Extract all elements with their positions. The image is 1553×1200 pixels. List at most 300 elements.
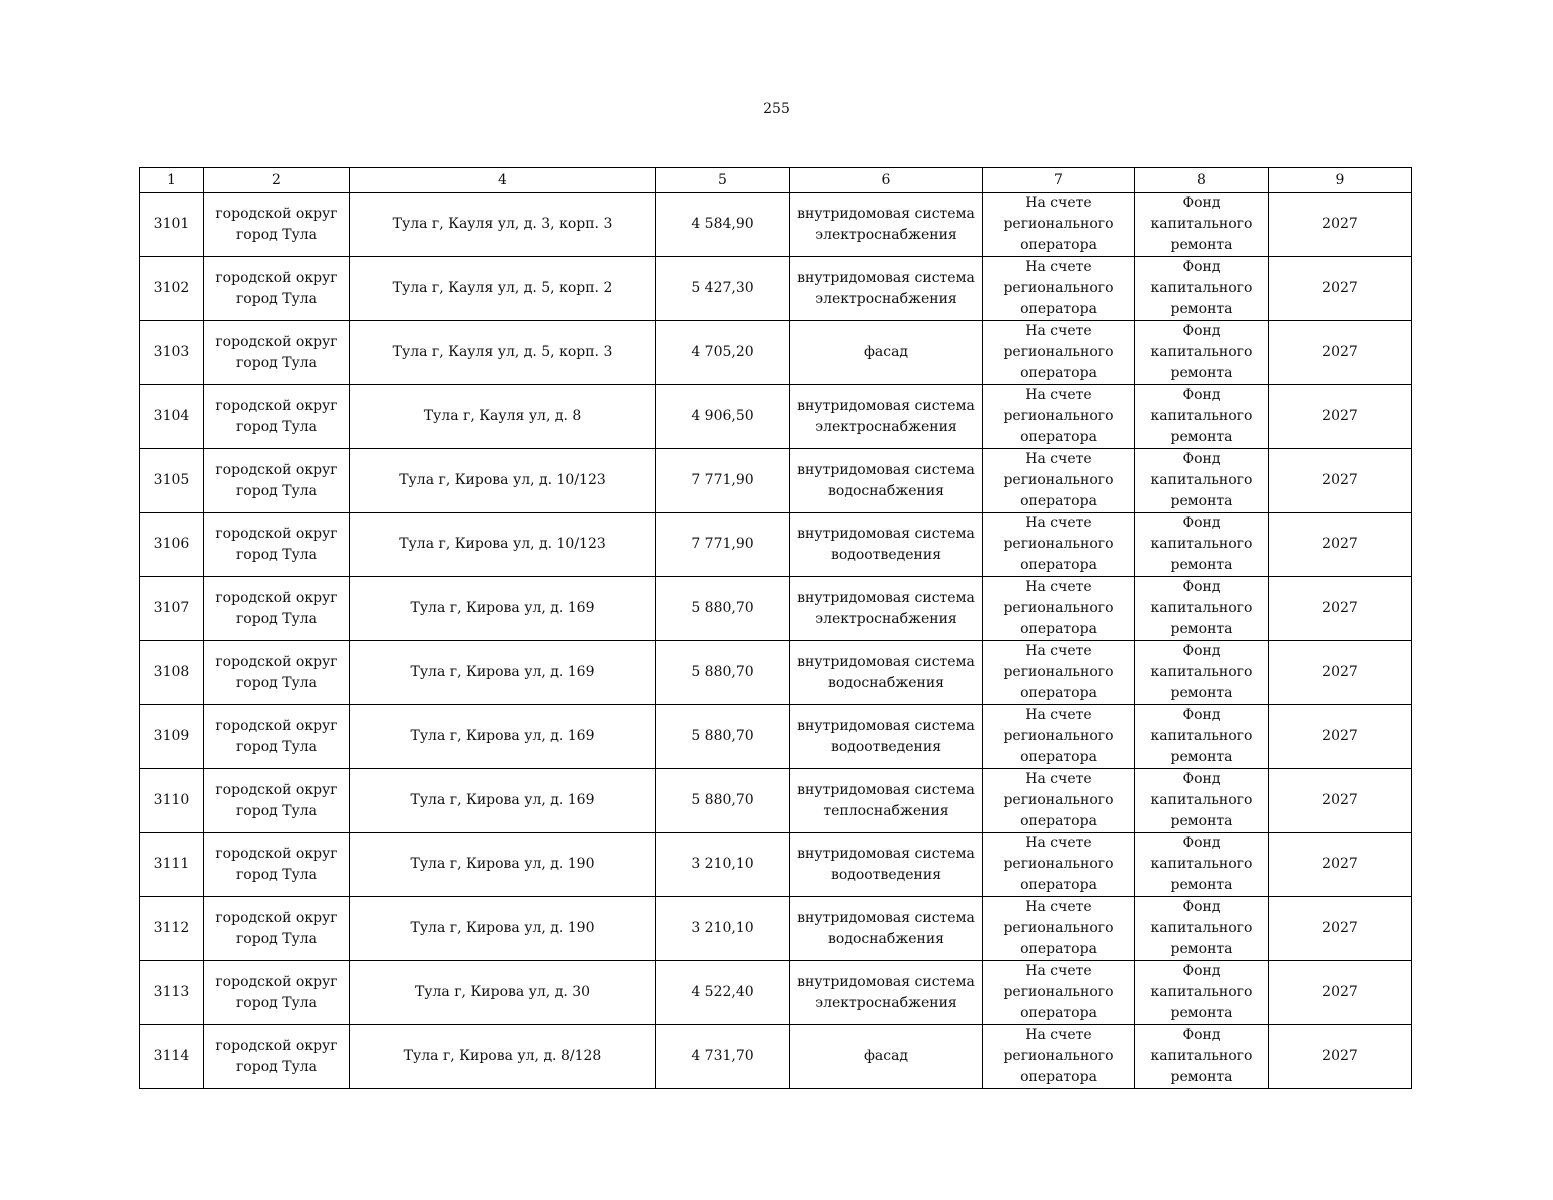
row-number-cell-text: 3104 bbox=[153, 408, 190, 424]
funding-method-cell bbox=[983, 769, 1135, 833]
year-cell bbox=[1269, 321, 1412, 385]
address-cell-text: Тула г, Кирова ул, д. 10/123 bbox=[399, 472, 606, 488]
table-row bbox=[140, 897, 1412, 961]
funding-method-cell-text: На счете bbox=[1025, 451, 1092, 467]
funding-source-cell-text: ремонта bbox=[1170, 557, 1233, 573]
year-cell bbox=[1269, 641, 1412, 705]
municipality-cell-text: городской округ bbox=[215, 589, 338, 606]
funding-method-cell-text: регионального bbox=[1003, 344, 1114, 360]
funding-method-cell bbox=[983, 513, 1135, 577]
year-cell bbox=[1269, 961, 1412, 1025]
address-cell-text: Тула г, Кирова ул, д. 10/123 bbox=[399, 536, 606, 552]
address-cell-text: Тула г, Кауля ул, д. 8 bbox=[423, 408, 582, 424]
area-cell-text: 7 771,90 bbox=[691, 472, 754, 488]
area-cell-text: 5 880,70 bbox=[691, 664, 754, 680]
year-cell-text: 2027 bbox=[1322, 600, 1358, 616]
year-cell-text: 2027 bbox=[1322, 536, 1358, 552]
year-cell-text: 2027 bbox=[1322, 792, 1358, 808]
funding-method-cell-text: На счете bbox=[1025, 1027, 1092, 1043]
municipality-cell bbox=[204, 193, 350, 257]
funding-source-cell-text: капитального bbox=[1150, 472, 1253, 488]
address-cell bbox=[350, 897, 656, 961]
address-cell bbox=[350, 641, 656, 705]
year-cell-text: 2027 bbox=[1322, 728, 1358, 744]
table-body bbox=[140, 168, 1412, 1089]
address-cell-text: Тула г, Кирова ул, д. 169 bbox=[410, 728, 595, 744]
funding-source-cell-text: капитального bbox=[1150, 728, 1253, 744]
funding-source-cell-text: ремонта bbox=[1170, 365, 1233, 381]
funding-source-cell bbox=[1135, 449, 1269, 513]
funding-source-cell-text: капитального bbox=[1150, 984, 1253, 1000]
funding-source-cell bbox=[1135, 641, 1269, 705]
row-number-cell-text: 3107 bbox=[153, 600, 190, 616]
funding-method-cell bbox=[983, 641, 1135, 705]
funding-method-cell-text: регионального bbox=[1003, 600, 1114, 616]
funding-method-cell bbox=[983, 257, 1135, 321]
municipality-cell bbox=[204, 513, 350, 577]
row-number-cell bbox=[140, 961, 204, 1025]
address-cell bbox=[350, 385, 656, 449]
work-type-cell bbox=[790, 513, 983, 577]
funding-source-cell bbox=[1135, 577, 1269, 641]
funding-source-cell bbox=[1135, 193, 1269, 257]
address-cell bbox=[350, 577, 656, 641]
work-type-cell bbox=[790, 641, 983, 705]
address-cell-text: Тула г, Кауля ул, д. 3, корп. 3 bbox=[392, 216, 613, 232]
year-cell-text: 2027 bbox=[1322, 280, 1358, 296]
row-number-cell-text: 3106 bbox=[153, 536, 190, 552]
area-cell-text: 4 731,70 bbox=[691, 1048, 754, 1064]
municipality-cell-text: город Тула bbox=[235, 674, 318, 691]
work-type-cell bbox=[790, 961, 983, 1025]
area-cell bbox=[656, 193, 790, 257]
row-number-cell bbox=[140, 641, 204, 705]
year-cell-text: 2027 bbox=[1322, 1048, 1358, 1064]
funding-source-cell-text: Фонд bbox=[1182, 835, 1221, 851]
area-cell bbox=[656, 641, 790, 705]
funding-method-cell-text: На счете bbox=[1025, 707, 1092, 723]
year-cell-text: 2027 bbox=[1322, 664, 1358, 680]
municipality-cell-text: городской округ bbox=[215, 397, 338, 414]
funding-method-cell-text: оператора bbox=[1020, 1069, 1097, 1085]
address-cell bbox=[350, 961, 656, 1025]
work-type-cell bbox=[790, 897, 983, 961]
municipality-cell-text: городской округ bbox=[215, 781, 338, 798]
municipality-cell-text: городской округ bbox=[215, 333, 338, 350]
municipality-cell bbox=[204, 897, 350, 961]
row-number-cell-text: 3113 bbox=[153, 984, 190, 1000]
funding-source-cell-text: ремонта bbox=[1170, 237, 1233, 253]
funding-source-cell-text: ремонта bbox=[1170, 749, 1233, 765]
year-cell-text: 2027 bbox=[1322, 344, 1358, 360]
funding-source-cell bbox=[1135, 833, 1269, 897]
area-cell-text: 3 210,10 bbox=[691, 856, 754, 872]
funding-source-cell-text: Фонд bbox=[1182, 899, 1221, 915]
table-row bbox=[140, 1025, 1412, 1089]
funding-method-cell bbox=[983, 961, 1135, 1025]
row-number-cell bbox=[140, 769, 204, 833]
municipality-cell bbox=[204, 257, 350, 321]
funding-method-cell-text: оператора bbox=[1020, 557, 1097, 573]
area-cell bbox=[656, 577, 790, 641]
address-cell bbox=[350, 1025, 656, 1089]
table-row bbox=[140, 769, 1412, 833]
table-row bbox=[140, 513, 1412, 577]
work-type-cell bbox=[790, 385, 983, 449]
funding-source-cell bbox=[1135, 385, 1269, 449]
year-cell bbox=[1269, 577, 1412, 641]
funding-source-cell-text: капитального bbox=[1150, 216, 1253, 232]
column-header: 4 bbox=[350, 168, 656, 193]
address-cell-text: Тула г, Кирова ул, д. 8/128 bbox=[403, 1048, 602, 1064]
funding-source-cell bbox=[1135, 513, 1269, 577]
funding-method-cell bbox=[983, 577, 1135, 641]
work-type-cell-text: водоснабжения bbox=[828, 930, 944, 947]
column-header: 5 bbox=[656, 168, 790, 193]
municipality-cell-text: городской округ bbox=[215, 525, 338, 542]
funding-source-cell-text: Фонд bbox=[1182, 387, 1221, 403]
funding-source-cell-text: Фонд bbox=[1182, 515, 1221, 531]
area-cell-text: 5 427,30 bbox=[691, 280, 754, 296]
municipality-cell bbox=[204, 385, 350, 449]
funding-method-cell-text: оператора bbox=[1020, 877, 1097, 893]
area-cell bbox=[656, 705, 790, 769]
row-number-cell-text: 3108 bbox=[153, 664, 190, 680]
funding-source-cell bbox=[1135, 321, 1269, 385]
municipality-cell-text: городской округ bbox=[215, 717, 338, 734]
address-cell bbox=[350, 705, 656, 769]
row-number-cell bbox=[140, 449, 204, 513]
municipality-cell-text: город Тула bbox=[235, 290, 318, 307]
funding-source-cell-text: капитального bbox=[1150, 920, 1253, 936]
funding-method-cell bbox=[983, 385, 1135, 449]
funding-source-cell-text: капитального bbox=[1150, 856, 1253, 872]
funding-source-cell-text: Фонд bbox=[1182, 643, 1221, 659]
funding-method-cell bbox=[983, 449, 1135, 513]
municipality-cell-text: город Тула bbox=[235, 354, 318, 371]
area-cell bbox=[656, 769, 790, 833]
funding-method-cell-text: На счете bbox=[1025, 387, 1092, 403]
work-type-cell-text: внутридомовая система bbox=[797, 589, 975, 606]
row-number-cell bbox=[140, 193, 204, 257]
address-cell bbox=[350, 513, 656, 577]
funding-source-cell-text: Фонд bbox=[1182, 1027, 1221, 1043]
table-row bbox=[140, 705, 1412, 769]
funding-method-cell-text: регионального bbox=[1003, 536, 1114, 552]
funding-method-cell-text: регионального bbox=[1003, 472, 1114, 488]
municipality-cell-text: городской округ bbox=[215, 205, 338, 222]
work-type-cell-text: внутридомовая система bbox=[797, 653, 975, 670]
work-type-cell-text: электроснабжения bbox=[815, 226, 957, 243]
municipality-cell-text: городской округ bbox=[215, 1037, 338, 1054]
column-header: 1 bbox=[140, 168, 204, 193]
address-cell-text: Тула г, Кирова ул, д. 190 bbox=[410, 920, 595, 936]
funding-method-cell-text: оператора bbox=[1020, 365, 1097, 381]
funding-source-cell-text: Фонд bbox=[1182, 707, 1221, 723]
funding-method-cell-text: регионального bbox=[1003, 984, 1114, 1000]
year-cell-text: 2027 bbox=[1322, 408, 1358, 424]
municipality-cell-text: город Тула bbox=[235, 226, 318, 243]
municipality-cell-text: город Тула bbox=[235, 802, 318, 819]
work-type-cell-text: водоотведения bbox=[830, 866, 942, 883]
municipality-cell bbox=[204, 769, 350, 833]
year-cell bbox=[1269, 705, 1412, 769]
row-number-cell bbox=[140, 257, 204, 321]
address-cell bbox=[350, 449, 656, 513]
area-cell bbox=[656, 961, 790, 1025]
funding-method-cell-text: регионального bbox=[1003, 920, 1114, 936]
year-cell bbox=[1269, 833, 1412, 897]
column-header: 6 bbox=[790, 168, 983, 193]
funding-method-cell-text: регионального bbox=[1003, 664, 1114, 680]
column-header-row bbox=[140, 168, 1412, 193]
row-number-cell-text: 3112 bbox=[153, 920, 190, 936]
municipality-cell bbox=[204, 1025, 350, 1089]
funding-source-cell-text: ремонта bbox=[1170, 493, 1233, 509]
municipality-cell bbox=[204, 321, 350, 385]
row-number-cell-text: 3110 bbox=[153, 792, 190, 808]
funding-method-cell-text: оператора bbox=[1020, 301, 1097, 317]
work-type-cell-text: внутридомовая система bbox=[797, 845, 975, 862]
funding-source-cell-text: ремонта bbox=[1170, 621, 1233, 637]
funding-source-cell bbox=[1135, 257, 1269, 321]
funding-source-cell-text: капитального bbox=[1150, 536, 1253, 552]
work-type-cell-text: внутридомовая система bbox=[797, 397, 975, 414]
area-cell bbox=[656, 897, 790, 961]
work-type-cell-text: фасад bbox=[863, 344, 909, 360]
work-type-cell-text: водоотведения bbox=[830, 738, 942, 755]
row-number-cell-text: 3102 bbox=[153, 280, 190, 296]
address-cell-text: Тула г, Кирова ул, д. 190 bbox=[410, 856, 595, 872]
address-cell bbox=[350, 257, 656, 321]
funding-method-cell-text: регионального bbox=[1003, 728, 1114, 744]
row-number-cell-text: 3114 bbox=[153, 1048, 190, 1064]
funding-method-cell-text: На счете bbox=[1025, 259, 1092, 275]
work-type-cell bbox=[790, 257, 983, 321]
municipality-cell bbox=[204, 961, 350, 1025]
funding-source-cell bbox=[1135, 705, 1269, 769]
funding-source-cell-text: капитального bbox=[1150, 344, 1253, 360]
funding-method-cell-text: На счете bbox=[1025, 835, 1092, 851]
funding-method-cell bbox=[983, 833, 1135, 897]
work-type-cell-text: внутридомовая система bbox=[797, 909, 975, 926]
municipality-cell-text: город Тула bbox=[235, 610, 318, 627]
area-cell-text: 4 705,20 bbox=[691, 344, 754, 360]
municipality-cell-text: город Тула bbox=[235, 738, 318, 755]
area-cell-text: 4 584,90 bbox=[691, 216, 754, 232]
municipality-cell-text: город Тула bbox=[235, 482, 318, 499]
area-cell-text: 7 771,90 bbox=[691, 536, 754, 552]
funding-method-cell bbox=[983, 1025, 1135, 1089]
municipality-cell-text: город Тула bbox=[235, 1058, 318, 1075]
year-cell bbox=[1269, 769, 1412, 833]
funding-method-cell-text: На счете bbox=[1025, 963, 1092, 979]
funding-method-cell bbox=[983, 705, 1135, 769]
funding-method-cell-text: На счете bbox=[1025, 899, 1092, 915]
funding-method-cell-text: оператора bbox=[1020, 749, 1097, 765]
column-header: 2 bbox=[204, 168, 350, 193]
row-number-cell-text: 3105 bbox=[153, 472, 190, 488]
row-number-cell bbox=[140, 321, 204, 385]
municipality-cell bbox=[204, 577, 350, 641]
funding-source-cell bbox=[1135, 961, 1269, 1025]
funding-source-cell-text: ремонта bbox=[1170, 301, 1233, 317]
funding-method-cell-text: На счете bbox=[1025, 195, 1092, 211]
funding-method-cell bbox=[983, 897, 1135, 961]
funding-method-cell-text: оператора bbox=[1020, 237, 1097, 253]
work-type-cell-text: внутридомовая система bbox=[797, 717, 975, 734]
year-cell bbox=[1269, 257, 1412, 321]
funding-source-cell-text: ремонта bbox=[1170, 429, 1233, 445]
work-type-cell-text: электроснабжения bbox=[815, 418, 957, 435]
funding-method-cell-text: На счете bbox=[1025, 515, 1092, 531]
funding-source-cell-text: ремонта bbox=[1170, 877, 1233, 893]
funding-source-cell-text: капитального bbox=[1150, 408, 1253, 424]
work-type-cell bbox=[790, 1025, 983, 1089]
area-cell bbox=[656, 449, 790, 513]
work-type-cell bbox=[790, 449, 983, 513]
funding-method-cell-text: На счете bbox=[1025, 771, 1092, 787]
area-cell bbox=[656, 833, 790, 897]
table-row bbox=[140, 641, 1412, 705]
address-cell-text: Тула г, Кирова ул, д. 169 bbox=[410, 792, 595, 808]
row-number-cell-text: 3111 bbox=[153, 856, 190, 872]
table-row bbox=[140, 577, 1412, 641]
funding-source-cell-text: Фонд bbox=[1182, 451, 1221, 467]
address-cell bbox=[350, 193, 656, 257]
area-cell bbox=[656, 513, 790, 577]
table-row bbox=[140, 385, 1412, 449]
year-cell bbox=[1269, 385, 1412, 449]
row-number-cell bbox=[140, 385, 204, 449]
work-type-cell-text: электроснабжения bbox=[815, 994, 957, 1011]
funding-method-cell-text: оператора bbox=[1020, 429, 1097, 445]
funding-method-cell-text: регионального bbox=[1003, 856, 1114, 872]
address-cell-text: Тула г, Кирова ул, д. 169 bbox=[410, 664, 595, 680]
row-number-cell-text: 3101 bbox=[153, 216, 190, 232]
work-type-cell bbox=[790, 577, 983, 641]
table-row bbox=[140, 833, 1412, 897]
funding-method-cell-text: оператора bbox=[1020, 813, 1097, 829]
year-cell-text: 2027 bbox=[1322, 856, 1358, 872]
address-cell-text: Тула г, Кирова ул, д. 169 bbox=[410, 600, 595, 616]
funding-source-cell-text: Фонд bbox=[1182, 323, 1221, 339]
year-cell-text: 2027 bbox=[1322, 216, 1358, 232]
municipality-cell-text: город Тула bbox=[235, 866, 318, 883]
year-cell bbox=[1269, 897, 1412, 961]
municipality-cell-text: город Тула bbox=[235, 994, 318, 1011]
funding-source-cell-text: капитального bbox=[1150, 792, 1253, 808]
row-number-cell bbox=[140, 513, 204, 577]
funding-method-cell-text: регионального bbox=[1003, 280, 1114, 296]
funding-source-cell-text: капитального bbox=[1150, 600, 1253, 616]
column-header: 8 bbox=[1135, 168, 1269, 193]
area-cell bbox=[656, 257, 790, 321]
area-cell-text: 5 880,70 bbox=[691, 728, 754, 744]
area-cell-text: 5 880,70 bbox=[691, 600, 754, 616]
funding-method-cell-text: оператора bbox=[1020, 1005, 1097, 1021]
funding-method-cell-text: регионального bbox=[1003, 408, 1114, 424]
funding-method-cell-text: На счете bbox=[1025, 643, 1092, 659]
page-number: 255 bbox=[763, 101, 790, 117]
table-row bbox=[140, 257, 1412, 321]
funding-method-cell-text: оператора bbox=[1020, 493, 1097, 509]
funding-method-cell-text: регионального bbox=[1003, 1048, 1114, 1064]
row-number-cell bbox=[140, 833, 204, 897]
funding-method-cell bbox=[983, 193, 1135, 257]
address-cell-text: Тула г, Кауля ул, д. 5, корп. 3 bbox=[392, 344, 613, 360]
funding-source-cell-text: капитального bbox=[1150, 664, 1253, 680]
work-type-cell-text: внутридомовая система bbox=[797, 781, 975, 798]
work-type-cell bbox=[790, 321, 983, 385]
work-type-cell-text: электроснабжения bbox=[815, 610, 957, 627]
funding-source-cell bbox=[1135, 897, 1269, 961]
work-type-cell-text: внутридомовая система bbox=[797, 205, 975, 222]
work-type-cell bbox=[790, 769, 983, 833]
municipality-cell-text: городской округ bbox=[215, 909, 338, 926]
municipality-cell bbox=[204, 449, 350, 513]
row-number-cell bbox=[140, 1025, 204, 1089]
area-cell-text: 5 880,70 bbox=[691, 792, 754, 808]
funding-source-cell-text: капитального bbox=[1150, 1048, 1253, 1064]
funding-method-cell-text: оператора bbox=[1020, 685, 1097, 701]
year-cell bbox=[1269, 1025, 1412, 1089]
row-number-cell-text: 3109 bbox=[153, 728, 190, 744]
table-row bbox=[140, 193, 1412, 257]
funding-method-cell-text: регионального bbox=[1003, 216, 1114, 232]
work-type-cell-text: внутридомовая система bbox=[797, 973, 975, 990]
funding-source-cell bbox=[1135, 1025, 1269, 1089]
work-type-cell-text: водоотведения bbox=[830, 546, 942, 563]
row-number-cell bbox=[140, 705, 204, 769]
work-type-cell-text: теплоснабжения bbox=[823, 802, 949, 819]
row-number-cell bbox=[140, 897, 204, 961]
funding-method-cell-text: оператора bbox=[1020, 621, 1097, 637]
address-cell bbox=[350, 321, 656, 385]
funding-source-cell-text: ремонта bbox=[1170, 685, 1233, 701]
address-cell bbox=[350, 769, 656, 833]
year-cell-text: 2027 bbox=[1322, 984, 1358, 1000]
funding-method-cell-text: оператора bbox=[1020, 941, 1097, 957]
municipality-cell bbox=[204, 705, 350, 769]
year-cell-text: 2027 bbox=[1322, 472, 1358, 488]
funding-source-cell-text: ремонта bbox=[1170, 941, 1233, 957]
work-type-cell bbox=[790, 833, 983, 897]
address-cell-text: Тула г, Кирова ул, д. 30 bbox=[414, 984, 591, 1000]
table-row bbox=[140, 449, 1412, 513]
year-cell bbox=[1269, 449, 1412, 513]
work-type-cell-text: внутридомовая система bbox=[797, 269, 975, 286]
area-cell-text: 3 210,10 bbox=[691, 920, 754, 936]
area-cell bbox=[656, 321, 790, 385]
work-type-cell bbox=[790, 193, 983, 257]
municipality-cell-text: городской округ bbox=[215, 269, 338, 286]
column-header: 9 bbox=[1269, 168, 1412, 193]
year-cell bbox=[1269, 513, 1412, 577]
municipality-cell-text: городской округ bbox=[215, 845, 338, 862]
municipality-cell-text: город Тула bbox=[235, 418, 318, 435]
work-type-cell-text: водоснабжения bbox=[828, 482, 944, 499]
funding-source-cell-text: капитального bbox=[1150, 280, 1253, 296]
year-cell bbox=[1269, 193, 1412, 257]
funding-source-cell-text: Фонд bbox=[1182, 771, 1221, 787]
funding-source-cell bbox=[1135, 769, 1269, 833]
area-cell-text: 4 522,40 bbox=[691, 984, 754, 1000]
row-number-cell-text: 3103 bbox=[153, 344, 190, 360]
municipality-cell-text: городской округ bbox=[215, 973, 338, 990]
municipality-cell-text: город Тула bbox=[235, 930, 318, 947]
work-type-cell-text: внутридомовая система bbox=[797, 525, 975, 542]
